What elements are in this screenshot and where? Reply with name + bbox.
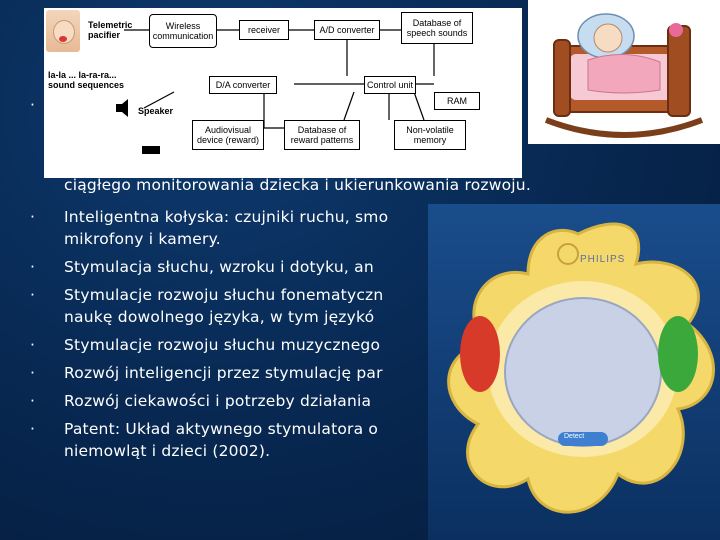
bullet-item — [30, 284, 720, 328]
bullet-item — [30, 418, 720, 462]
bullet-marker: · — [30, 286, 36, 304]
bullet-item — [30, 390, 720, 412]
box-ram: RAM — [434, 92, 480, 110]
box-nonvolatile: Non-volatile memory — [394, 120, 466, 150]
box-ad-converter: A/D converter — [314, 20, 380, 40]
box-database-speech: Database of speech sounds — [401, 12, 473, 44]
stray-bullet: · — [30, 96, 35, 114]
bullet-item — [30, 256, 720, 278]
speaker-icon — [114, 98, 132, 118]
bullet-item — [30, 206, 720, 250]
box-audiovisual: Audiovisual device (reward) — [192, 120, 264, 150]
bullet-marker: · — [30, 420, 36, 438]
baby-photo — [46, 10, 80, 52]
pacifier-icon — [59, 36, 67, 42]
bullet-text: Rozwój ciekawości i potrzeby działania — [64, 392, 372, 410]
box-receiver: receiver — [239, 20, 289, 40]
bullet-text: Stymulacje rozwoju słuchu muzycznego — [64, 336, 381, 354]
cradle-icon — [528, 0, 720, 144]
system-diagram — [44, 8, 522, 178]
cradle-illustration — [528, 0, 720, 144]
box-database-reward: Database of reward patterns — [284, 120, 360, 150]
bullet-text: Patent: Układ aktywnego stymulatora o — [64, 420, 379, 438]
bullet-item — [30, 334, 720, 356]
bullet-text: Inteligentna kołyska: czujniki ruchu, smo — [64, 208, 389, 226]
bullet-marker: · — [30, 336, 36, 354]
toy-brand: PHILIPS — [580, 254, 626, 265]
bullet-text: Rozwój inteligencji przez stymulację par — [64, 364, 383, 382]
label-sound-sequences: la-la ... la-ra-ra... sound sequences — [48, 70, 125, 90]
bullet-marker: · — [30, 392, 36, 410]
label-telemetric-pacifier: Telemetric pacifier — [88, 20, 133, 40]
bullet-marker: · — [30, 208, 36, 226]
box-da-converter: D/A converter — [209, 76, 277, 94]
box-wireless: Wireless communication — [149, 14, 217, 48]
bullet-text-cont: naukę dowolnego języka, w tym językó — [64, 308, 375, 326]
bullet-list — [30, 206, 720, 468]
bullet-text-cont: niemowląt i dzieci (2002). — [64, 442, 271, 460]
bullet-marker: · — [30, 258, 36, 276]
bullet-item — [30, 362, 720, 384]
toy-button-label: Detect — [564, 433, 585, 440]
label-speaker: Speaker — [138, 106, 174, 116]
box-control-unit: Control unit — [364, 76, 416, 94]
bullet-text: Stymulacja słuchu, wzroku i dotyku, an — [64, 258, 374, 276]
bullet-marker: · — [30, 364, 36, 382]
bullet-text-cont: mikrofony i kamery. — [64, 230, 221, 248]
continuation-line: ciągłego monitorowania dziecka i ukierunkowania rozwoju. — [64, 176, 531, 194]
bullet-text: Stymulacje rozwoju słuchu fonematyczn — [64, 286, 384, 304]
